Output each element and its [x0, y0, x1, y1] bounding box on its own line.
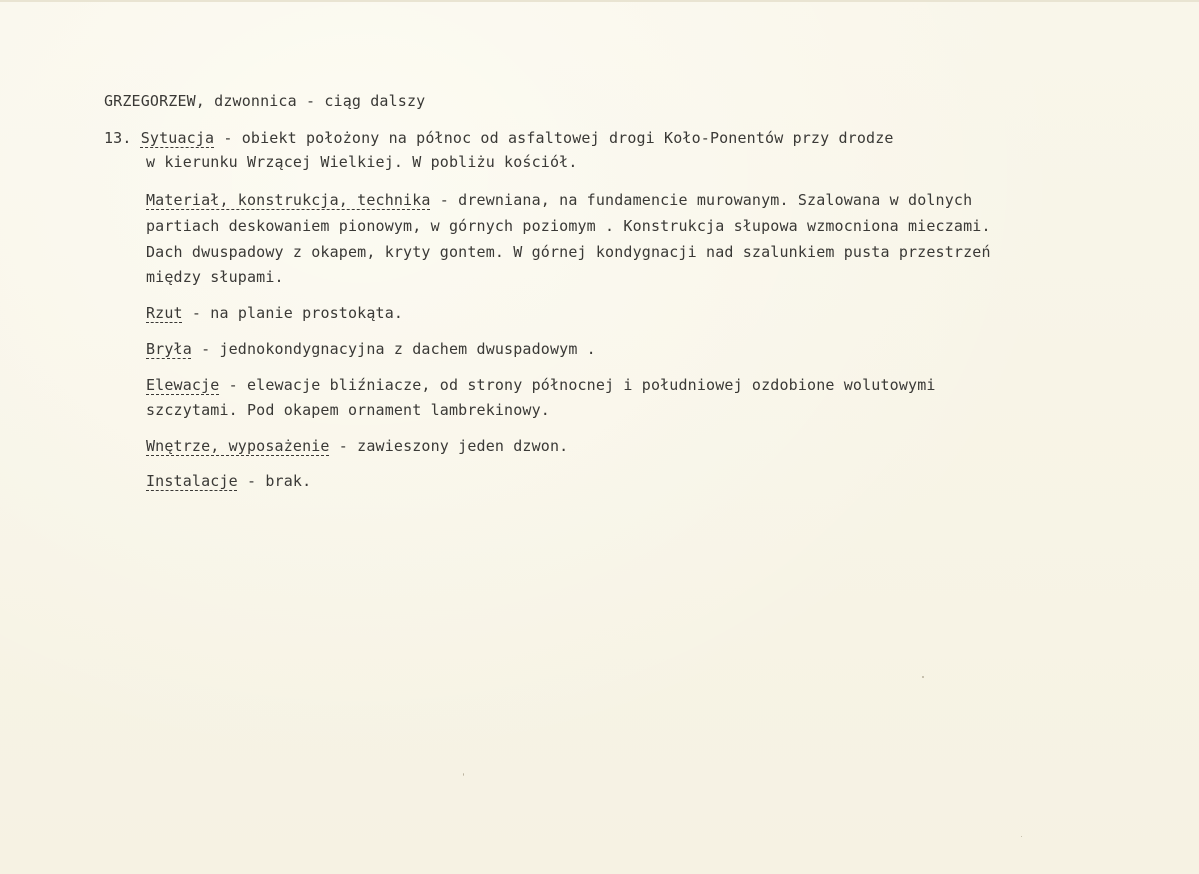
instalacje-line — [146, 471, 311, 491]
elewacje-line-2: szczytami. Pod okapem ornament lambrekinowy. — [146, 401, 550, 419]
wnetrze-label: Wnętrze, wyposażenie — [146, 437, 330, 455]
material-line-1 — [146, 190, 972, 210]
paper-speck — [463, 773, 464, 776]
paper-speck — [1021, 836, 1022, 837]
wnetrze-text: - zawieszony jeden dzwon. — [329, 437, 569, 455]
sytuacja-text-1: - obiekt położony na północ od asfaltowej drogi Koło-Ponentów przy drodze — [214, 129, 894, 147]
sytuacja-label: Sytuacja — [140, 129, 215, 147]
document-header: GRZEGORZEW, dzwonnica - ciąg dalszy — [104, 92, 426, 110]
material-label: Materiał, konstrukcja, technika — [146, 191, 431, 209]
wnetrze-line — [146, 436, 568, 456]
rzut-line — [146, 303, 403, 323]
bryla-line — [146, 339, 596, 359]
bryla-text: - jednokondygnacyjna z dachem dwuspadowym . — [191, 340, 596, 358]
rzut-label: Rzut — [146, 304, 183, 322]
material-text-1: - drewniana, na fundamencie murowanym. Szalowana w dolnych — [430, 191, 973, 209]
paper-speck — [922, 676, 924, 678]
material-line-2: partiach deskowaniem pionowym, w górnych poziomym . Konstrukcja słupowa wzmocniona mieczami. — [146, 217, 991, 235]
material-line-3: Dach dwuspadowy z okapem, kryty gontem. W górnej kondygnacji nad szalunkiem pusta przestrzeń — [146, 243, 991, 261]
sytuacja-line-2: w kierunku Wrzącej Wielkiej. W pobliżu kościół. — [146, 153, 578, 171]
sytuacja-line-1 — [104, 128, 894, 148]
rzut-text: - na planie prostokąta. — [182, 304, 404, 322]
elewacje-label: Elewacje — [146, 376, 220, 394]
bryla-label: Bryła — [146, 340, 192, 358]
instalacje-text: - brak. — [237, 472, 312, 490]
material-line-4: między słupami. — [146, 268, 284, 286]
item-number: 13. — [104, 129, 132, 147]
instalacje-label: Instalacje — [146, 472, 238, 490]
elewacje-line-1 — [146, 375, 936, 395]
elewacje-text-1: - elewacje bliźniacze, od strony północnej i południowej ozdobione wolutowymi — [219, 376, 936, 394]
